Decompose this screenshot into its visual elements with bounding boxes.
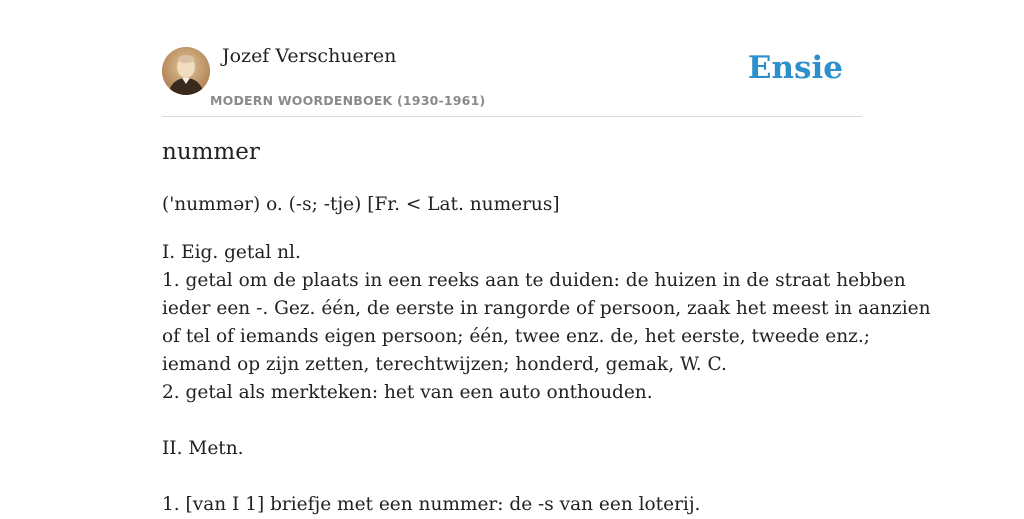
entry-pronunciation: ('nummər) o. (-s; -tje) [Fr. < Lat. numerus] <box>162 194 560 215</box>
definition-line: 1. getal om de plaats in een reeks aan te duiden: de huizen in de straat hebben <box>162 270 906 291</box>
author-portrait-icon <box>162 47 210 95</box>
definition-line: of tel of iemands eigen persoon; één, twee enz. de, het eerste, tweede enz.; <box>162 326 871 347</box>
paragraph-gap <box>162 407 862 435</box>
definition-line: I. Eig. getal nl. <box>162 242 301 263</box>
author-name[interactable]: Jozef Verschueren <box>222 45 397 67</box>
definition-line: 1. [van I 1] briefje met een nummer: de -s van een loterij. <box>162 494 701 515</box>
entry-title: nummer <box>162 139 260 165</box>
brand-logo[interactable]: Ensie <box>747 50 843 86</box>
definition-line: II. Metn. <box>162 438 244 459</box>
author-avatar[interactable] <box>162 47 210 95</box>
page-header <box>162 0 862 117</box>
entry-page <box>162 0 931 515</box>
definition-line: ieder een -. Gez. één, de eerste in rangorde of persoon, zaak het meest in aanzien <box>162 298 931 319</box>
paragraph-gap <box>162 463 862 491</box>
entry-body <box>162 239 931 519</box>
definition-line: 2. getal als merkteken: het van een auto onthouden. <box>162 382 653 403</box>
source-label[interactable]: MODERN WOORDENBOEK (1930-1961) <box>210 93 486 108</box>
definition-line: iemand op zijn zetten, terechtwijzen; honderd, gemak, W. C. <box>162 354 727 375</box>
